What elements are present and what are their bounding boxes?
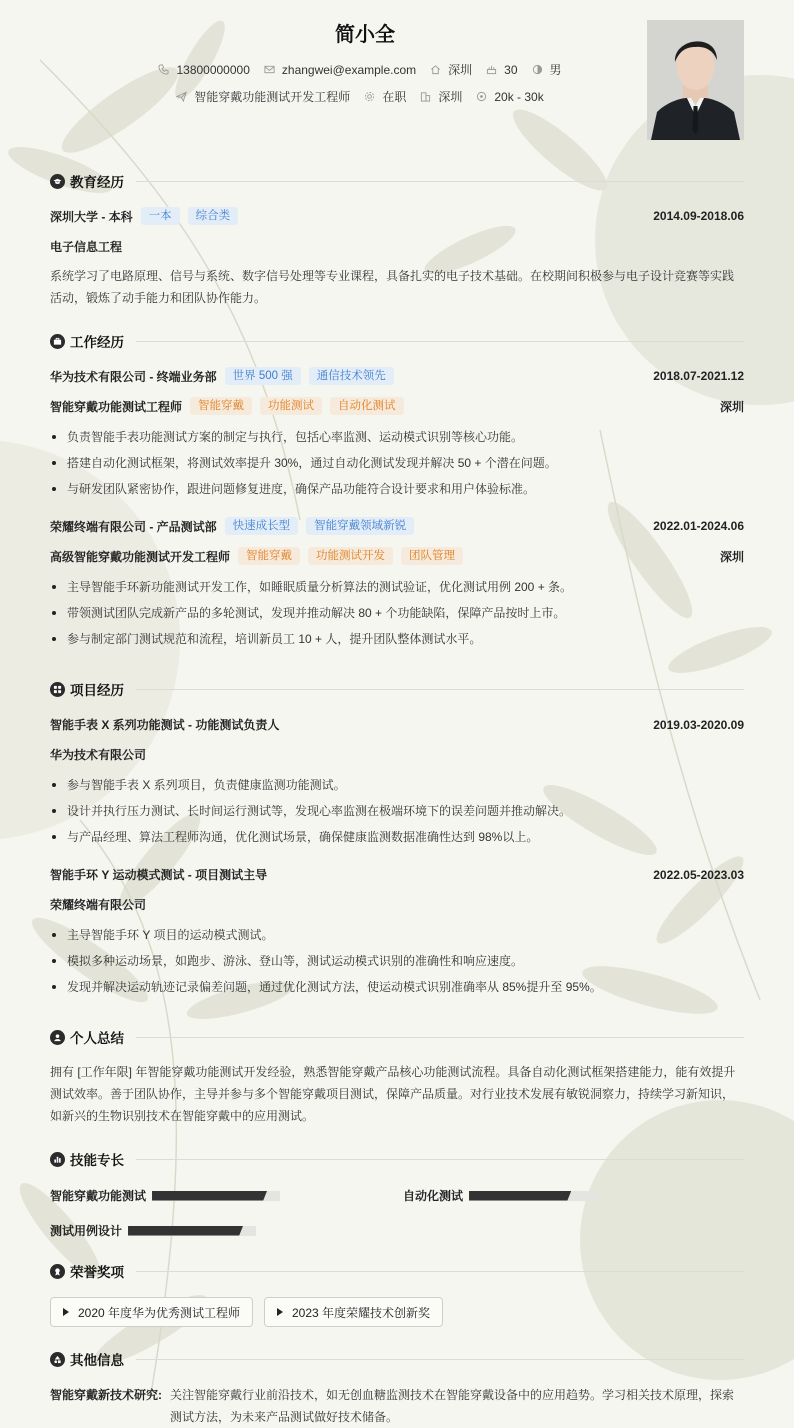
school-name: 深圳大学 - 本科: [50, 209, 133, 224]
work-period: 2022.01-2024.06: [653, 519, 744, 533]
work-city: 深圳: [719, 549, 744, 564]
work-bullet: 与研发团队紧密协作，跟进问题修复进度，确保产品功能符合设计要求和用户体验标准。: [50, 481, 744, 497]
other-info-label: 智能穿戴新技术研究:: [50, 1388, 162, 1402]
briefcase-icon: [50, 334, 65, 349]
skill-name: 自动化测试: [403, 1189, 464, 1203]
cake-icon: [486, 64, 497, 75]
section-divider: [136, 1159, 744, 1160]
skill-level-bar: [128, 1226, 256, 1236]
gender-info: [532, 61, 562, 78]
other-info-text: 关注智能穿戴行业前沿技术，如无创血糖监测技术在智能穿戴设备中的应用趋势。学习相关技术原理，探索测试方法，为未来产品测试做好技术储备。: [170, 1388, 735, 1424]
section-title: 工作经历: [70, 335, 124, 350]
work-position-row: [50, 547, 744, 565]
work-position-row: [50, 397, 744, 415]
play-triangle-icon: [63, 1308, 69, 1316]
skill-level-fill: [469, 1191, 571, 1201]
email-text: zhangwei@example.com: [281, 62, 417, 77]
section-title: 技能专长: [70, 1153, 124, 1168]
school-tag: 综合类: [188, 207, 239, 225]
project-period: 2022.05-2023.03: [653, 867, 744, 882]
project-company-row: [50, 746, 744, 763]
contact-info-row: [0, 61, 720, 78]
section-divider: [136, 181, 744, 182]
award-item: [264, 1297, 443, 1327]
award-text: 2020 年度华为优秀测试工程师: [78, 1305, 241, 1320]
age-text: 30: [504, 62, 518, 77]
company-name: 荣耀终端有限公司 - 产品测试部: [50, 519, 217, 534]
salary-text: 20k - 30k: [494, 89, 544, 104]
work-bullet: 负责智能手表功能测试方案的制定与执行，包括心率监测、运动模式识别等核心功能。: [50, 429, 744, 445]
email-icon: [264, 64, 275, 75]
project-bullet: 主导智能手环 Y 项目的运动模式测试。: [50, 927, 744, 943]
work-city: 深圳: [719, 399, 744, 414]
gender-icon: [532, 64, 543, 75]
work-bullet: 主导智能手环新功能测试开发工作，如睡眠质量分析算法的测试验证，优化测试用例 200 + 条。: [50, 579, 744, 595]
position-tag: 团队管理: [401, 547, 463, 565]
section-title: 教育经历: [70, 175, 124, 190]
salary-info: [476, 90, 543, 104]
summary-section-header: [50, 1027, 744, 1047]
medal-icon: [50, 1264, 65, 1279]
project-period: 2019.03-2020.09: [653, 717, 744, 732]
education-section-header: [50, 171, 744, 191]
section-title: 其他信息: [70, 1353, 124, 1368]
projects-section-header: [50, 679, 744, 699]
shapes-icon: [50, 1352, 65, 1367]
skill-level-bar: [469, 1191, 597, 1201]
work-period: 2018.07-2021.12: [653, 369, 744, 383]
gear-icon: [364, 91, 375, 102]
project-bullet: 参与智能手表 X 系列项目，负责健康监测功能测试。: [50, 777, 744, 793]
section-divider: [136, 1037, 744, 1038]
project-bullet: 模拟多种运动场景，如跑步、游泳、登山等，测试运动模式识别的准确性和响应速度。: [50, 953, 744, 969]
send-icon: [176, 91, 187, 102]
age-info: [486, 63, 517, 77]
user-icon: [50, 1030, 65, 1045]
grid-icon: [50, 682, 65, 697]
position-tag: 功能测试: [260, 397, 322, 415]
status-text: 在职: [382, 90, 407, 104]
section-title: 项目经历: [70, 683, 124, 698]
phone-icon: [158, 64, 169, 75]
target-city-text: 深圳: [438, 90, 463, 104]
section-divider: [136, 1359, 744, 1360]
project-bullet: 设计并执行压力测试、长时间运行测试等，发现心率监测在极端环境下的误差问题并推动解决。: [50, 803, 744, 819]
project-company: 荣耀终端有限公司: [50, 898, 147, 912]
work-company-row: [50, 367, 744, 385]
company-tag: 世界 500 强: [225, 367, 301, 385]
skill-level-bar: [152, 1191, 280, 1201]
profile-photo: [647, 20, 744, 140]
skill-name: 测试用例设计: [50, 1224, 123, 1238]
coin-icon: [476, 91, 487, 102]
section-title: 荣誉奖项: [70, 1265, 124, 1280]
company-name: 华为技术有限公司 - 终端业务部: [50, 369, 217, 384]
award-text: 2023 年度荣耀技术创新奖: [292, 1305, 431, 1320]
company-tag: 智能穿戴领域新锐: [306, 517, 414, 535]
work-company-row: [50, 517, 744, 535]
skills-section-header: [50, 1149, 744, 1169]
school-tag: 一本: [141, 207, 180, 225]
home-icon: [430, 64, 441, 75]
project-title: 智能手表 X 系列功能测试 - 功能测试负责人: [50, 718, 280, 732]
project-title-row: [50, 866, 744, 883]
other-section-header: [50, 1349, 744, 1369]
skill-item: [50, 1187, 280, 1204]
work-section-header: [50, 331, 744, 351]
graduation-cap-icon: [50, 174, 65, 189]
position-tag: 功能测试开发: [308, 547, 393, 565]
work-bullet: 带领测试团队完成新产品的多轮测试，发现并推动解决 80 + 个功能缺陷，保障产品按时上市。: [50, 605, 744, 621]
position-tag: 智能穿戴: [190, 397, 252, 415]
work-bullet: 参与制定部门测试规范和流程，培训新员工 10 + 人，提升团队整体测试水平。: [50, 631, 744, 647]
bar-chart-icon: [50, 1152, 65, 1167]
job-info-row: [0, 88, 720, 105]
project-title: 智能手环 Y 运动模式测试 - 项目测试主导: [50, 868, 268, 882]
job-title-info: [176, 88, 350, 105]
position-tag: 自动化测试: [330, 397, 404, 415]
major-name: 电子信息工程: [50, 240, 123, 254]
project-bullet: 与产品经理、算法工程师沟通，优化测试场景，确保健康监测数据准确性达到 98%以上。: [50, 829, 744, 845]
section-title: 个人总结: [70, 1031, 124, 1046]
project-company-row: [50, 896, 744, 913]
education-period: 2014.09-2018.06: [653, 209, 744, 223]
candidate-name: 简小全: [335, 24, 395, 46]
location-info: [430, 61, 472, 78]
status-info: [364, 88, 406, 105]
project-company: 华为技术有限公司: [50, 748, 147, 762]
section-divider: [136, 689, 744, 690]
play-triangle-icon: [277, 1308, 283, 1316]
position-title: 高级智能穿戴功能测试开发工程师: [50, 549, 231, 564]
skill-name: 智能穿戴功能测试: [50, 1189, 147, 1203]
project-bullet: 发现并解决运动轨迹记录偏差问题，通过优化测试方法，使运动模式识别准确率从 85%提升至 95%。: [50, 979, 744, 995]
email-info: [264, 63, 416, 77]
company-tag: 通信技术领先: [309, 367, 394, 385]
skill-level-fill: [152, 1191, 267, 1201]
company-tag: 快速成长型: [225, 517, 299, 535]
award-item: [50, 1297, 253, 1327]
target-city-info: [420, 88, 462, 105]
skill-level-fill: [128, 1226, 243, 1236]
job-title-text: 智能穿戴功能测试开发工程师: [194, 90, 351, 104]
skill-item: [50, 1222, 256, 1239]
summary-text: 拥有 [工作年限] 年智能穿戴功能测试开发经验，熟悉智能穿戴产品核心功能测试流程。具备自动化测试框架搭建能力，能有效提升测试效率。善于团队协作，主导并参与多个智能穿戴项目测试，保障产品质量。对行业技术发展有敏锐洞察力，持续学习新知识，如新兴的生物识别技术在智能穿戴中的应用测试。: [50, 1065, 736, 1123]
section-divider: [136, 341, 744, 342]
project-title-row: [50, 716, 744, 733]
position-tag: 智能穿戴: [238, 547, 300, 565]
work-bullet: 搭建自动化测试框架，将测试效率提升 30%，通过自动化测试发现并解决 50 + 个潜在问题。: [50, 455, 744, 471]
building-icon: [420, 91, 431, 102]
awards-section-header: [50, 1261, 744, 1281]
position-title: 智能穿戴功能测试工程师: [50, 399, 183, 414]
location-text: 深圳: [448, 63, 473, 77]
phone-text: 13800000000: [176, 62, 250, 77]
education-school-row: [50, 207, 744, 225]
skill-item: [403, 1187, 597, 1204]
gender-text: 男: [549, 63, 562, 77]
person-portrait-icon: [647, 20, 744, 140]
education-description: 系统学习了电路原理、信号与系统、数字信号处理等专业课程，具备扎实的电子技术基础。在校期间积极参与电子设计竞赛等实践活动，锻炼了动手能力和团队协作能力。: [50, 269, 735, 305]
phone-info: [158, 63, 249, 77]
education-major-row: [50, 238, 744, 255]
section-divider: [136, 1271, 744, 1272]
